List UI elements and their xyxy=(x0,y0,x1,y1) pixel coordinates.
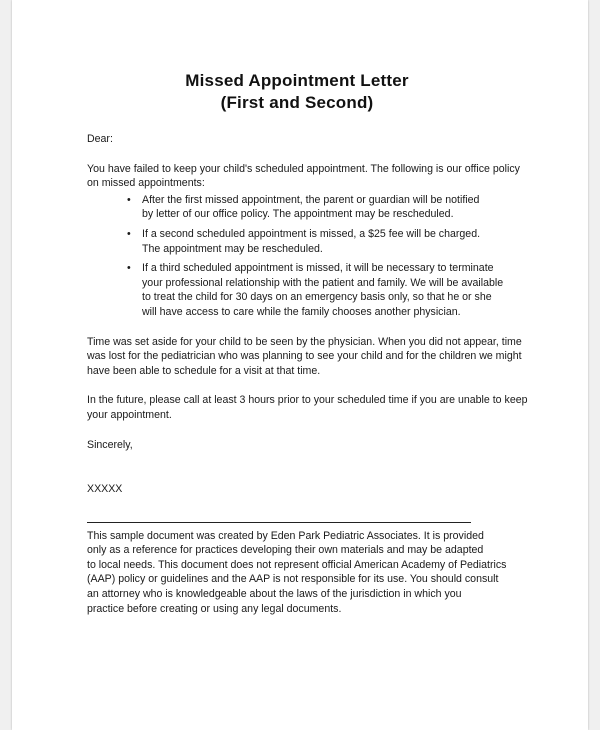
time-paragraph xyxy=(87,335,522,379)
future-paragraph xyxy=(87,393,528,422)
intro-line: You have failed to keep your child's scheduled appointment. The following is our office policy xyxy=(87,162,520,175)
policy-list xyxy=(87,193,507,320)
letter-title xyxy=(87,70,507,114)
policy-line: The appointment may be rescheduled. xyxy=(142,242,323,255)
policy-line: to treat the child for 30 days on an emergency basis only, so that he or she xyxy=(142,291,492,304)
policy-line: will have access to care while the family chooses another physician. xyxy=(142,305,461,318)
disclaimer-line: This sample document was created by Eden Park Pediatric Associates. It is provided xyxy=(87,529,484,542)
policy-item-first xyxy=(127,193,507,222)
policy-line: your professional relationship with the patient and family. We will be available xyxy=(142,276,504,289)
salutation: Dear: xyxy=(87,133,113,145)
bullet-icon: • xyxy=(127,193,131,206)
policy-line: by letter of our office policy. The appointment may be rescheduled. xyxy=(142,208,454,221)
intro-line: on missed appointments: xyxy=(87,177,205,190)
closing: Sincerely, xyxy=(87,438,133,451)
policy-line: After the first missed appointment, the parent or guardian will be notified xyxy=(142,193,480,206)
title-line-2: (First and Second) xyxy=(220,93,374,112)
disclaimer-line: to local needs. This document does not represent official American Academy of Pediatrics xyxy=(87,558,507,571)
disclaimer-line: only as a reference for practices developing their own materials and may be adapted xyxy=(87,544,484,557)
document-page xyxy=(12,0,588,730)
disclaimer xyxy=(87,529,507,617)
footer-divider xyxy=(87,522,471,523)
intro-paragraph xyxy=(87,162,520,191)
bullet-icon: • xyxy=(127,262,131,275)
policy-item-second xyxy=(127,227,507,256)
future-line: In the future, please call at least 3 hours prior to your scheduled time if you are unable to keep xyxy=(87,394,528,407)
title-line-1: Missed Appointment Letter xyxy=(185,71,409,90)
time-line: Time was set aside for your child to be seen by the physician. When you did not appear, time xyxy=(87,335,522,348)
time-line: was lost for the pediatrician who was planning to see your child and for the children we might xyxy=(87,350,522,363)
signature: XXXXX xyxy=(87,483,123,496)
policy-item-third xyxy=(127,261,507,319)
policy-line: If a third scheduled appointment is missed, it will be necessary to terminate xyxy=(142,262,494,275)
disclaimer-line: an attorney who is knowledgeable about the laws of the jurisdiction in which you xyxy=(87,588,462,601)
future-line: your appointment. xyxy=(87,408,172,421)
time-line: have been able to schedule for a visit at that time. xyxy=(87,364,321,377)
bullet-icon: • xyxy=(127,227,131,240)
policy-line: If a second scheduled appointment is missed, a $25 fee will be charged. xyxy=(142,227,481,240)
disclaimer-line: practice before creating or using any legal documents. xyxy=(87,602,342,615)
letter-content xyxy=(87,70,528,616)
disclaimer-line: (AAP) policy or guidelines and the AAP is not responsible for its use. You should consult xyxy=(87,573,499,586)
